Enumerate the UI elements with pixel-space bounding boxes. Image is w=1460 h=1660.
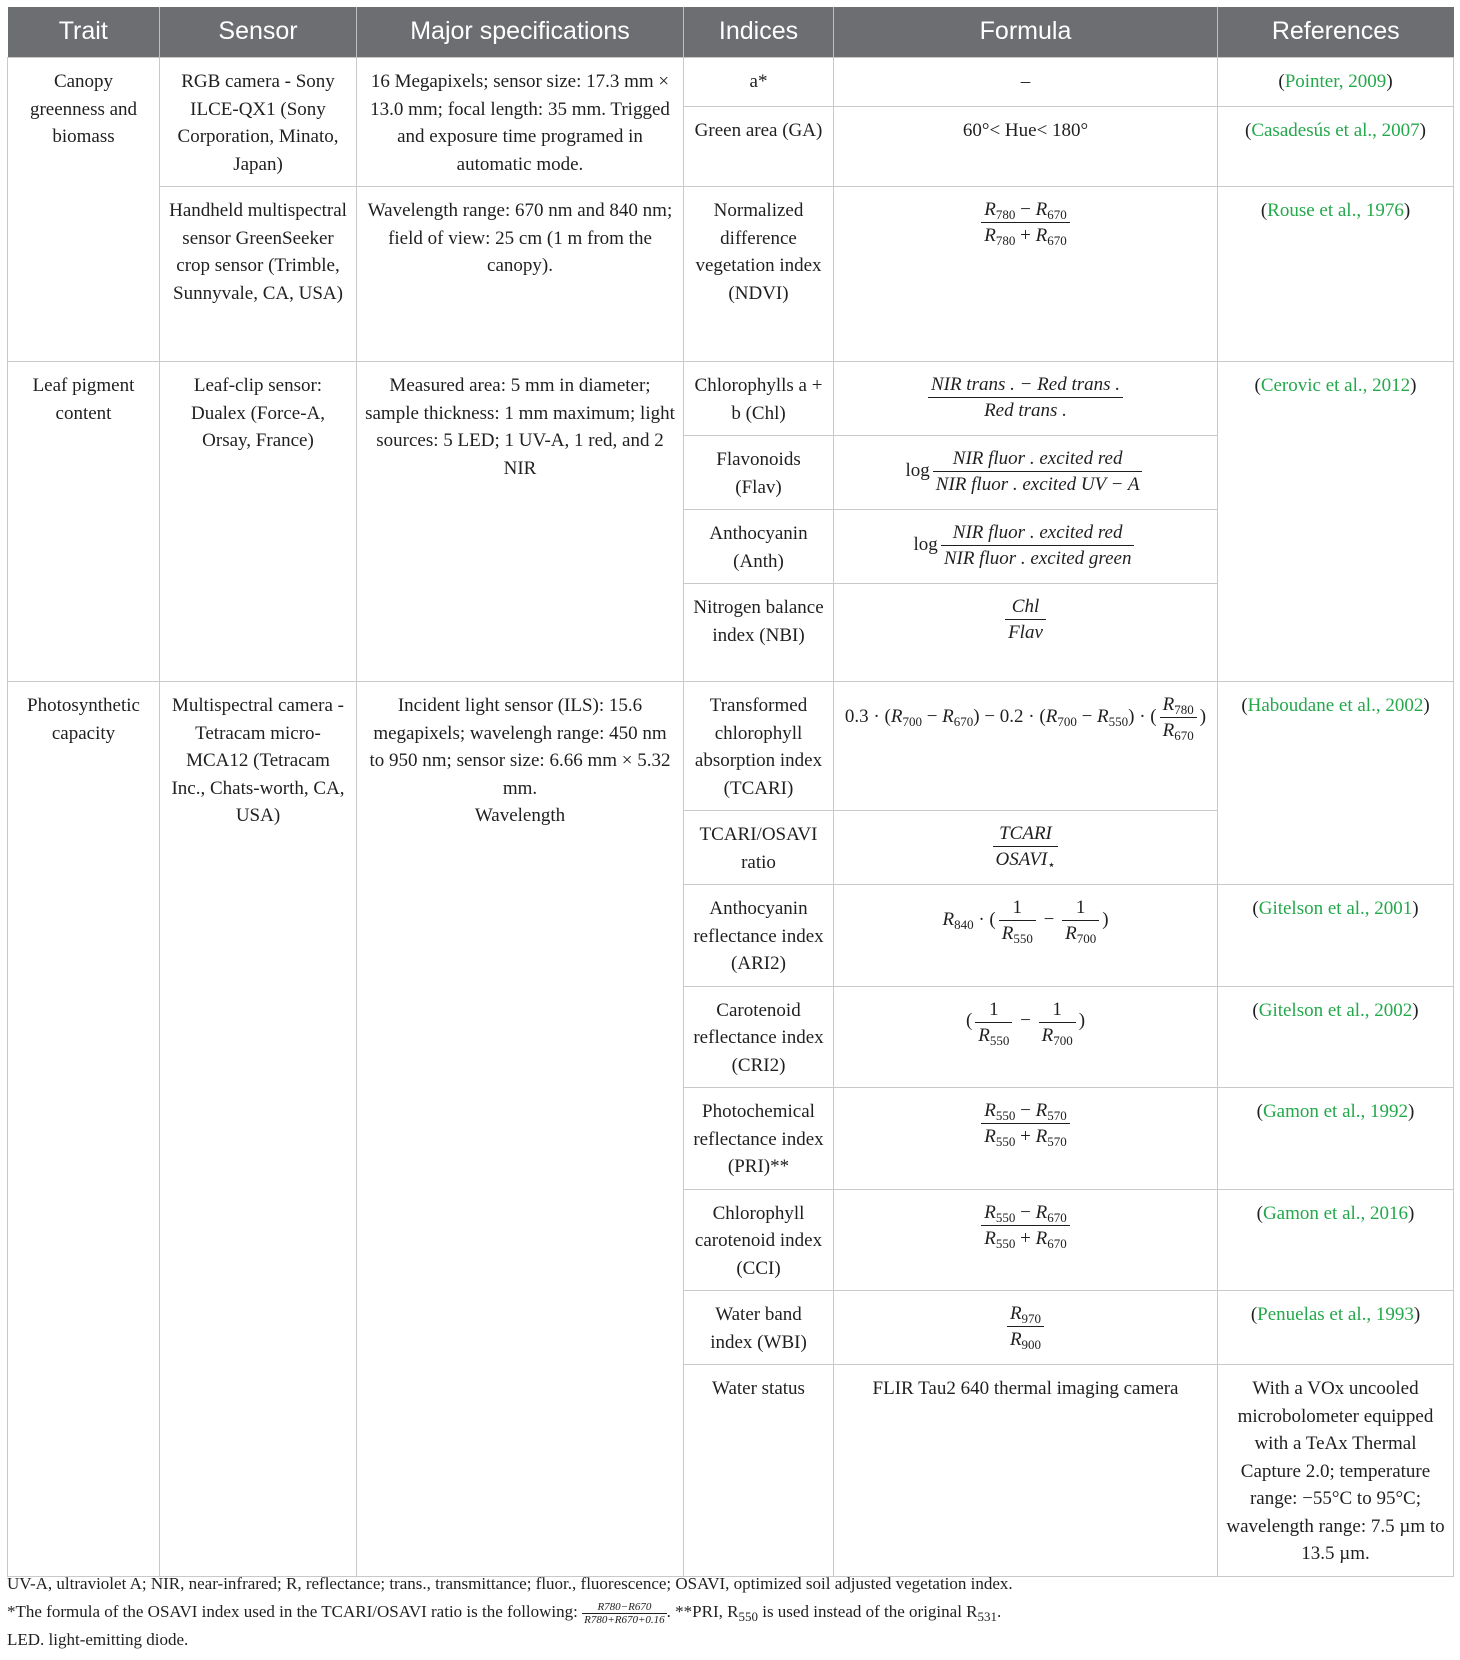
ref-haboudane: (Haboudane et al., 2002): [1218, 682, 1454, 885]
formula-tcari-osavi: TCARI $OSAVI_⋆$: [834, 811, 1218, 885]
index-pri: Photochemical reflectance index (PRI)**: [684, 1088, 834, 1190]
specs-greenseeker: Wavelength range: 670 nm and 840 nm; field of view: 25 cm (1 m from the canopy).: [357, 187, 684, 362]
formula-anth: log NIR fluor . excited red NIR fluor . excited green: [834, 510, 1218, 584]
formula-ga: 60°< Hue< 180°: [834, 106, 1218, 187]
formula-ari2: $R_{840}$ · ( $\frac{1}{R_{550}}$ − $\frac{1}{R_{700}}$ ): [834, 885, 1218, 987]
ref-link[interactable]: Casadesús et al., 2007: [1251, 119, 1420, 141]
index-tcari: Transformed chlorophyll absorption index (TCARI): [684, 682, 834, 811]
index-flav: Flavonoids (Flav): [684, 436, 834, 510]
data-table: [7, 7, 1454, 1577]
specs-dualex: Measured area: 5 mm in diameter; sample thickness: 1 mm maximum; light sources: 5 LED; 1 UV-A, 1 red, and 2 NIR: [357, 362, 684, 682]
ref-link[interactable]: Haboudane et al., 2002: [1247, 695, 1424, 716]
ref-gitelson-2002: (Gitelson et al., 2002): [1218, 986, 1454, 1088]
formula-pri: $\frac{R_{550} - R_{570}}{R_{550} + R_{570}}$: [834, 1088, 1218, 1190]
formula-cci: $\frac{R_{550} - R_{670}}{R_{550} + R_{670}}$: [834, 1189, 1218, 1291]
osavi-fraction: $\frac{R780-R670}{R780+R670+0.16}$: [584, 1600, 665, 1626]
ref-cerovic: (Cerovic et al., 2012): [1218, 362, 1454, 682]
header-formula: Formula: [834, 7, 1218, 58]
index-a-star: a*: [684, 58, 834, 107]
ref-gamon-1992: (Gamon et al., 1992): [1218, 1088, 1454, 1190]
specs-rgb: 16 Megapixels; sensor size: 17.3 mm × 13.0 mm; focal length: 35 mm. Trigged and exposure time programed in automatic mode.: [357, 58, 684, 187]
ref-pointer: (Pointer, 2009): [1218, 58, 1454, 107]
footnote-abbreviations: UV-A, ultraviolet A; NIR, near-infrared; R, reflectance; trans., transmittance; fluor., fluorescence; OSAVI, optimized soil adjusted vegetation index.: [7, 1574, 1013, 1593]
ref-casadesus: (Casadesús et al., 2007): [1218, 106, 1454, 187]
sensor-dualex: Leaf-clip sensor: Dualex (Force-A, Orsay, France): [160, 362, 357, 682]
formula-a-star: –: [834, 58, 1218, 107]
table-row: [8, 58, 1454, 107]
table-row: [8, 187, 1454, 362]
table-container: [7, 7, 1453, 1577]
footnote-osavi: *The formula of the OSAVI index used in the TCARI/OSAVI ratio is the following: $\frac{R780-R670}{R780+R670+0.16}$ . **PRI, $R_{550}$ is used instead of the original $R_{531}$.: [7, 1600, 1002, 1626]
formula-ndvi: $\frac{R_{780} - R_{670}}{R_{780} + R_{670}}$: [834, 187, 1218, 362]
header-specs: Major specifications: [357, 7, 684, 58]
table-row: [8, 682, 1454, 811]
header-trait: Trait: [8, 7, 160, 58]
index-ari2: Anthocyanin reflectance index (ARI2): [684, 885, 834, 987]
formula-tcari: $0.3 \cdot (R_{700} - R_{670}) - 0.2 \cdot (R_{700} - R_{550})$ · ( $\frac{R_{780}}{R_{670}}$ ): [834, 682, 1218, 811]
index-chl: Chlorophylls a + b (Chl): [684, 362, 834, 436]
trait-leaf: Leaf pigment content: [8, 362, 160, 682]
header-references: References: [1218, 7, 1454, 58]
sensor-rgb: RGB camera - Sony ILCE-QX1 (Sony Corporation, Minato, Japan): [160, 58, 357, 187]
header-indices: Indices: [684, 7, 834, 58]
header-sensor: Sensor: [160, 7, 357, 58]
formula-wbi: $\frac{R_{970}}{R_{900}}$: [834, 1291, 1218, 1365]
footnotes: [7, 1570, 1453, 1654]
index-cci: Chlorophyll carotenoid index (CCI): [684, 1189, 834, 1291]
index-ga: Green area (GA): [684, 106, 834, 187]
index-tcari-osavi: TCARI/OSAVI ratio: [684, 811, 834, 885]
ref-gitelson-2001: (Gitelson et al., 2001): [1218, 885, 1454, 987]
ref-link[interactable]: Gamon et al., 2016: [1262, 1202, 1409, 1224]
sensor-tetracam: Multispectral camera - Tetracam micro-MCA12 (Tetracam Inc., Chats-worth, CA, USA): [160, 682, 357, 1577]
index-ndvi: Normalized difference vegetation index (NDVI): [684, 187, 834, 362]
index-cri2: Carotenoid reflectance index (CRI2): [684, 986, 834, 1088]
ref-rouse: (Rouse et al., 1976): [1218, 187, 1454, 362]
specs-flir: With a VOx uncooled microbolometer equipped with a TeAx Thermal Capture 2.0; temperature range: −55°C to 95°C; wavelength range: 7.5 µm to 13.5 µm.: [1218, 1365, 1454, 1577]
ref-link[interactable]: Gitelson et al., 2001: [1258, 898, 1413, 919]
ref-link[interactable]: Penuelas et al., 1993: [1257, 1304, 1414, 1325]
formula-nbi: Chl Flav: [834, 584, 1218, 682]
table-row: [8, 362, 1454, 436]
ref-penuelas: (Penuelas et al., 1993): [1218, 1291, 1454, 1365]
ref-gamon-2016: (Gamon et al., 2016): [1218, 1189, 1454, 1291]
ref-link[interactable]: Cerovic et al., 2012: [1260, 375, 1411, 396]
ref-link[interactable]: Gitelson et al., 2002: [1258, 999, 1413, 1021]
formula-flav: log NIR fluor . excited red NIR fluor . excited UV − A: [834, 436, 1218, 510]
header-row: [8, 7, 1454, 58]
index-wbi: Water band index (WBI): [684, 1291, 834, 1365]
formula-chl: NIR trans . − Red trans . Red trans .: [834, 362, 1218, 436]
ref-link[interactable]: Pointer, 2009: [1284, 71, 1387, 92]
ref-link[interactable]: Gamon et al., 1992: [1262, 1101, 1409, 1122]
ref-link[interactable]: Rouse et al., 1976: [1267, 200, 1404, 221]
footnote-led: LED. light-emitting diode.: [7, 1630, 189, 1649]
specs-tetracam: Incident light sensor (ILS): 15.6 megapixels; wavelengh range: 450 nm to 950 nm; sensor size: 6.66 mm × 5.32 mm. Wavelength: [357, 682, 684, 1577]
sensor-greenseeker: Handheld multispectral sensor GreenSeeker crop sensor (Trimble, Sunnyvale, CA, USA): [160, 187, 357, 362]
trait-canopy: Canopy greenness and biomass: [8, 58, 160, 362]
formula-cri2: ( $\frac{1}{R_{550}}$ − $\frac{1}{R_{700}}$ ): [834, 986, 1218, 1088]
trait-water: Water status: [684, 1365, 834, 1577]
index-nbi: Nitrogen balance index (NBI): [684, 584, 834, 682]
index-anth: Anthocyanin (Anth): [684, 510, 834, 584]
trait-photo: Photosynthetic capacity: [8, 682, 160, 1577]
sensor-flir: FLIR Tau2 640 thermal imaging camera: [834, 1365, 1218, 1577]
